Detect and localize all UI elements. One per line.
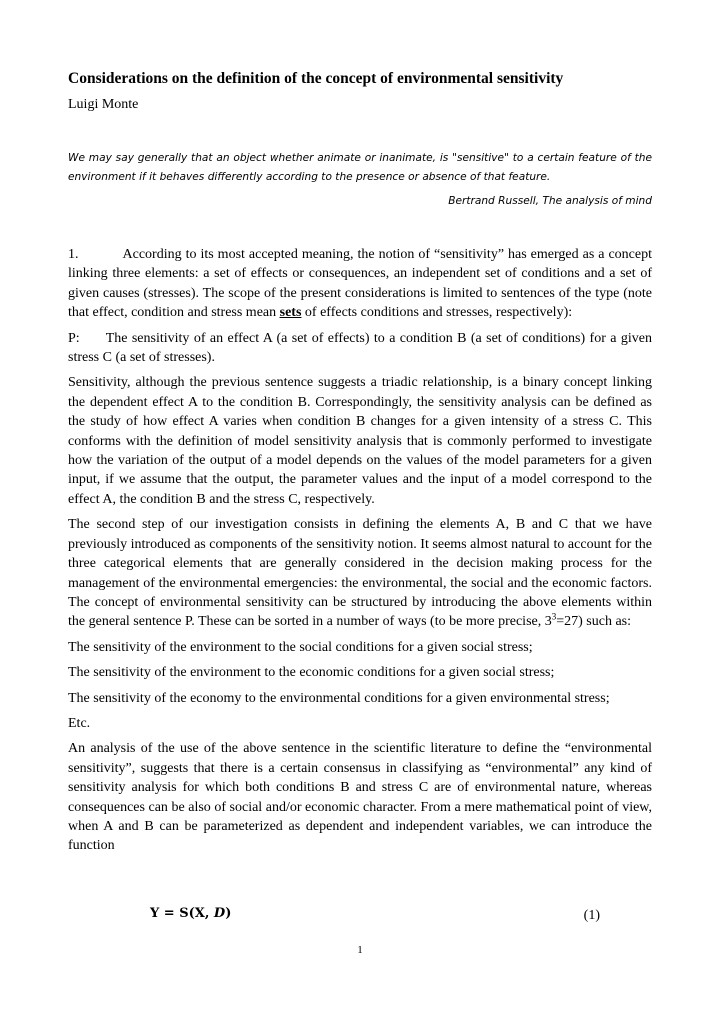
etc-line: Etc. [68,715,91,731]
equation-number: (1) [583,908,600,923]
paragraph-1 [68,245,652,323]
exponent: 3 [551,611,557,622]
body-text [68,245,652,862]
equation-formula [150,906,231,921]
sentence-p-text: The sensitivity of an effect A (a set of effects) to a condition B (a set of conditions) for a given stress C (a set of stresses). [68,330,652,366]
example-2: The sensitivity of the environment to the economic conditions for a given social stress; [68,665,555,681]
emphasis-sets: sets [279,305,302,321]
sentence-p [68,329,652,368]
equation-var-d: D [213,906,226,921]
sentence-p-label: P: [68,330,80,346]
paragraph-4 [68,515,652,631]
paragraph-1-text-a: According to its most accepted meaning, the notion of “sensitivity” has emerged as a concept linking three elements: a set of effects or consequences, an independent set of conditions and a set of given causes (stresses). The scope of the present considerations is limited to sentences of the type (note that effect, condition and stress mean [68,247,652,321]
paragraph-5: An analysis of the use of the above sentence in the scientific literature to define the “environmental sensitivity”, suggests that there is a certain consensus in classifying as “environmental” any kind of sensitivity analysis for which both conditions B and stress C are of environmental nature, whereas consequences can be also of social and/or economic character. From a mere mathematical point of view, when A and B can be parameterized as dependent and independent variables, we can introduce the function [68,741,652,854]
paragraph-4-text-b: =27) such as: [556,614,632,630]
author-name: Luigi Monte [68,97,139,112]
equation-row [68,906,600,928]
epigraph-quote: We may say generally that an object whether animate or inanimate, is "sensitive" to a certain feature of the environment if it behaves differently according to the presence or absence of that feature. [68,152,652,183]
example-3: The sensitivity of the economy to the environmental conditions for a given environmental stress; [68,690,610,706]
equation-rhs: ) [225,906,232,921]
paper-title: Considerations on the definition of the concept of environmental sensitivity [68,70,564,87]
equation-lhs: Y = S(X, [150,906,214,921]
paragraph-number: 1. [68,247,79,262]
paragraph-3: Sensitivity, although the previous sentence suggests a triadic relationship, is a binary concept linking the dependent effect A to the condition B. Correspondingly, the sensitivity analysis can be defined as the study of how effect A varies when condition B changes for a given intensity of a stress C. This conforms with the definition of model sensitivity analysis that is commonly performed to investigate how the variation of the output of a model depends on the values of the model parameters for a given input, if we assume that the output, the parameter values and the input of a model correspond to the effect A, the condition B and the stress C, respectively. [68,375,652,507]
epigraph-attribution: Bertrand Russell, The analysis of mind [448,195,652,207]
example-1: The sensitivity of the environment to the social conditions for a given social stress; [68,639,533,655]
paragraph-4-text-a: The second step of our investigation consists in defining the elements A, B and C that we have previously introduced as components of the sensitivity notion. It seems almost natural to account for the three categorical elements that are generally considered in the decision making process for the management of the environmental emergencies: the environmental, the social and the economic factors. The concept of environmental sensitivity can be structured by introducing the above elements within the general sentence P. These can be sorted in a number of ways (to be more precise, 3 [68,517,652,630]
page-number: 1 [357,944,363,956]
paragraph-1-text-b: of effects conditions and stresses, respectively): [301,305,573,321]
